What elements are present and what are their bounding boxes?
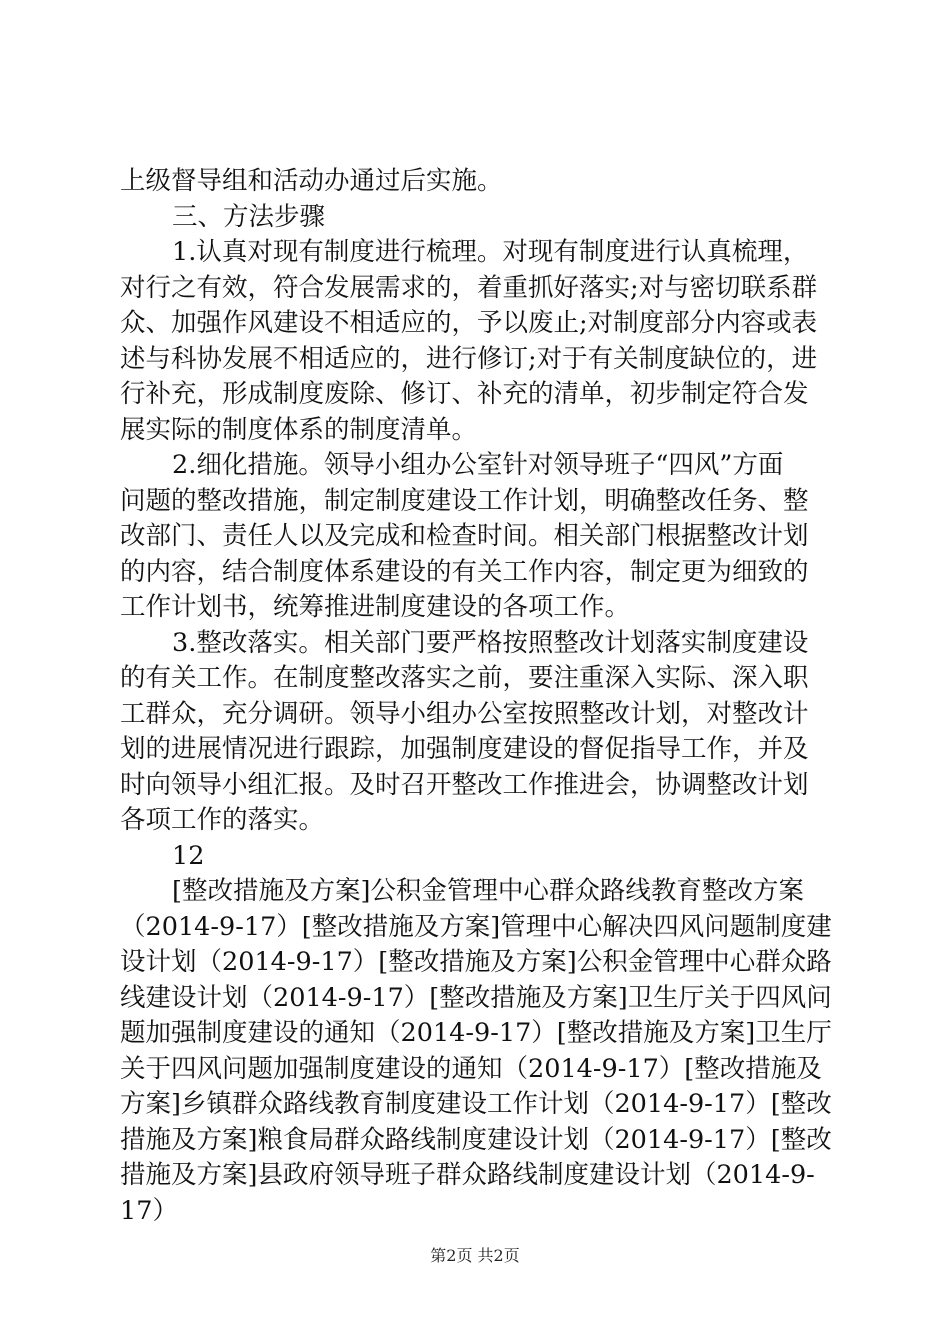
body-line: 工作计划书，统筹推进制度建设的各项工作。	[120, 592, 631, 622]
body-line: 3.整改落实。相关部门要严格按照整改计划落实制度建设	[172, 627, 809, 658]
related-links-line: 措施及方案]粮食局群众路线制度建设计划（2014-9-17）[整改	[120, 1124, 832, 1155]
body-line: 的内容，结合制度体系建设的有关工作内容，制定更为细致的	[120, 556, 809, 587]
page-number-footer: 第2页 共2页	[430, 1246, 520, 1265]
body-line: 12	[172, 840, 205, 871]
related-links-line: 设计划（2014-9-17）[整改措施及方案]公积金管理中心群众路	[120, 947, 832, 977]
document-body	[120, 164, 832, 1229]
body-line: 改部门、责任人以及完成和检查时间。相关部门根据整改计划	[120, 521, 809, 551]
body-line: 2.细化措施。领导小组办公室针对领导班子“四风”方面	[172, 450, 784, 480]
body-line: 划的进展情况进行跟踪，加强制度建设的督促指导工作，并及	[120, 734, 809, 764]
related-links-line: 方案]乡镇群众路线教育制度建设工作计划（2014-9-17）[整改	[120, 1089, 832, 1119]
related-links-line: 关于四风问题加强制度建设的通知（2014-9-17）[整改措施及	[120, 1053, 822, 1084]
section-heading: 三、方法步骤	[172, 201, 326, 232]
related-links-line: [整改措施及方案]公积金管理中心群众路线教育整改方案	[172, 876, 804, 906]
body-line: 的有关工作。在制度整改落实之前，要注重深入实际、深入职	[120, 663, 809, 693]
body-line: 各项工作的落实。	[120, 805, 325, 835]
body-line: 1.认真对现有制度进行梳理。对现有制度进行认真梳理，	[172, 237, 809, 267]
related-links-line: 17）	[120, 1195, 178, 1226]
body-line: 展实际的制度体系的制度清单。	[120, 414, 478, 445]
body-line: 问题的整改措施，制定制度建设工作计划，明确整改任务、整	[120, 485, 809, 516]
body-line: 众、加强作风建设不相适应的，予以废止;对制度部分内容或表	[120, 308, 818, 338]
body-line: 上级督导组和活动办通过后实施。	[120, 166, 503, 196]
body-line: 工群众，充分调研。领导小组办公室按照整改计划，对整改计	[120, 698, 809, 729]
related-links-line: 线建设计划（2014-9-17）[整改措施及方案]卫生厅关于四风问	[120, 982, 832, 1013]
body-line: 时向领导小组汇报。及时召开整改工作推进会，协调整改计划	[120, 769, 809, 800]
related-links-line: 措施及方案]县政府领导班子群众路线制度建设计划（2014-9-	[120, 1160, 815, 1190]
body-line: 行补充，形成制度废除、修订、补充的清单，初步制定符合发	[120, 379, 809, 409]
body-line: 述与科协发展不相适应的，进行修订;对于有关制度缺位的，进	[120, 343, 818, 374]
body-line: 对行之有效，符合发展需求的，着重抓好落实;对与密切联系群	[120, 272, 818, 303]
related-links-line: 题加强制度建设的通知（2014-9-17）[整改措施及方案]卫生厅	[120, 1018, 832, 1048]
related-links-line: （2014-9-17）[整改措施及方案]管理中心解决四风问题制度建	[120, 911, 832, 942]
